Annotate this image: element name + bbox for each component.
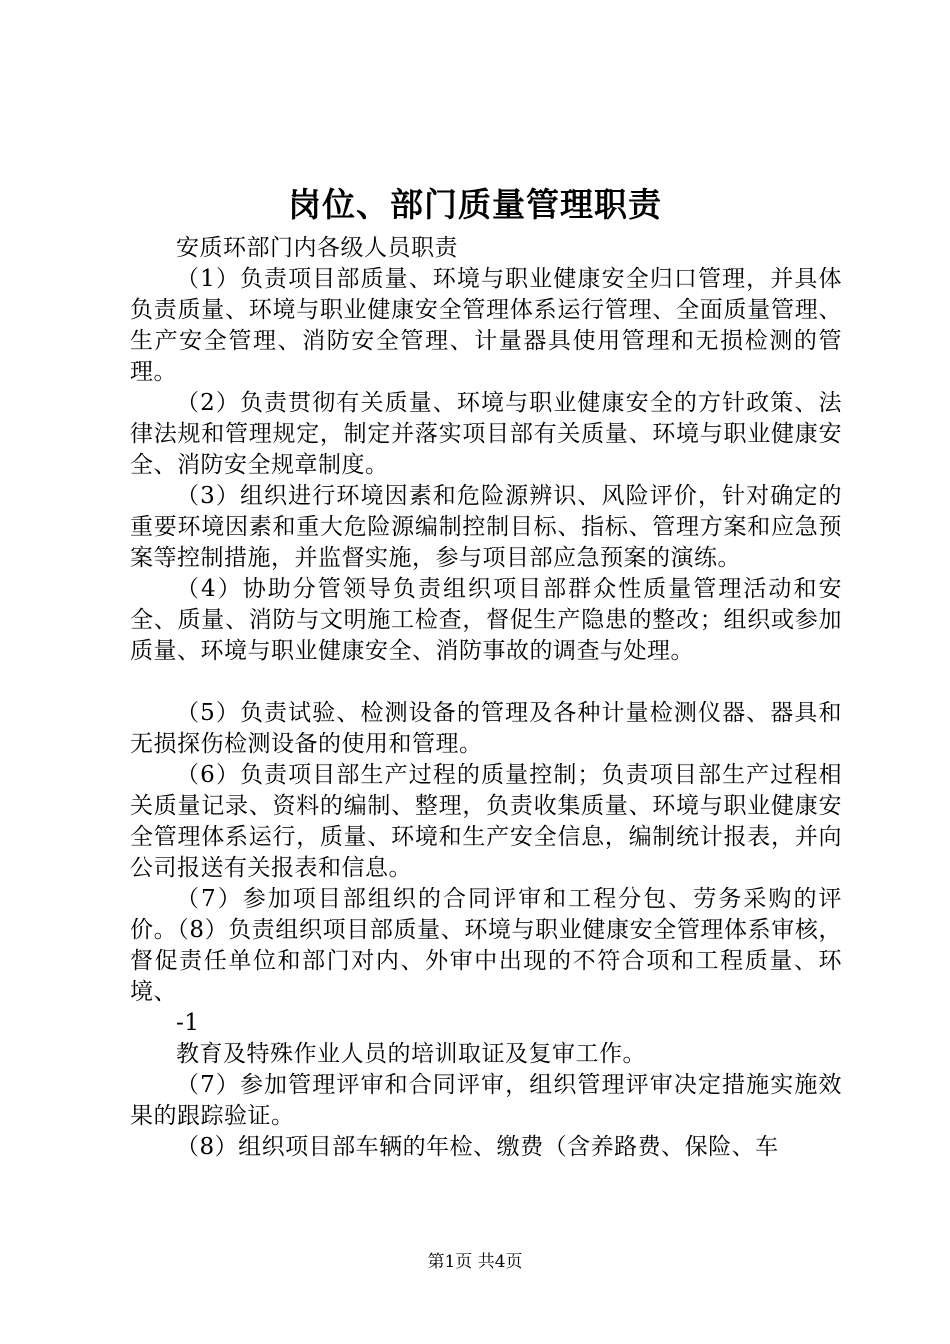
page-title: 岗位、部门质量管理职责 xyxy=(288,185,662,224)
paragraph-2: （2）负责贯彻有关质量、环境与职业健康安全的方针政策、法律法规和管理规定，制定并落实项目部有关质量、环境与职业健康安全、消防安全规章制度。 xyxy=(130,390,842,478)
paragraph-4: （4）协助分管领导负责组织项目部群众性质量管理活动和安全、质量、消防与文明施工检查，督促生产隐患的整改；组织或参加质量、环境与职业健康安全、消防事故的调查与处理。 xyxy=(130,576,842,664)
continuation-paragraph-1: 教育及特殊作业人员的培训取证及复审工作。 xyxy=(176,1041,646,1067)
paragraph-6: （6）负责项目部生产过程的质量控制；负责项目部生产过程相关质量记录、资料的编制、整理，负责收集质量、环境与职业健康安全管理体系运行，质量、环境和生产安全信息，编制统计报表，并向公司报送有关报表和信息。 xyxy=(130,762,842,881)
paragraph-1: （1）负责项目部质量、环境与职业健康安全归口管理，并具体负责质量、环境与职业健康安全管理体系运行管理、全面质量管理、生产安全管理、消防安全管理、计量器具使用管理和无损检测的管理。 xyxy=(130,266,842,385)
paragraph-7: （7）参加项目部组织的合同评审和工程分包、劳务采购的评价。（8）负责组织项目部质量、环境与职业健康安全管理体系审核，督促责任单位和部门对内、外审中出现的不符合项和工程质量、环境、 xyxy=(130,886,842,1005)
paragraph-5: （5）负责试验、检测设备的管理及各种计量检测仪器、器具和无损探伤检测设备的使用和管理。 xyxy=(130,700,842,757)
page-footer: 第1页 共4页 xyxy=(427,1252,523,1272)
section-heading: 安质环部门内各级人员职责 xyxy=(176,235,458,261)
paragraph-3: （3）组织进行环境因素和危险源辨识、风险评价，针对确定的重要环境因素和重大危险源编制控制目标、指标、管理方案和应急预案等控制措施，并监督实施，参与项目部应急预案的演练。 xyxy=(130,483,842,571)
continuation-paragraph-2: （7）参加管理评审和合同评审，组织管理评审决定措施实施效果的跟踪验证。 xyxy=(130,1072,842,1129)
continuation-paragraph-3: （8）组织项目部车辆的年检、缴费（含养路费、保险、车 xyxy=(176,1134,779,1160)
page-marker: -1 xyxy=(176,1010,200,1036)
document-body xyxy=(130,233,842,1163)
